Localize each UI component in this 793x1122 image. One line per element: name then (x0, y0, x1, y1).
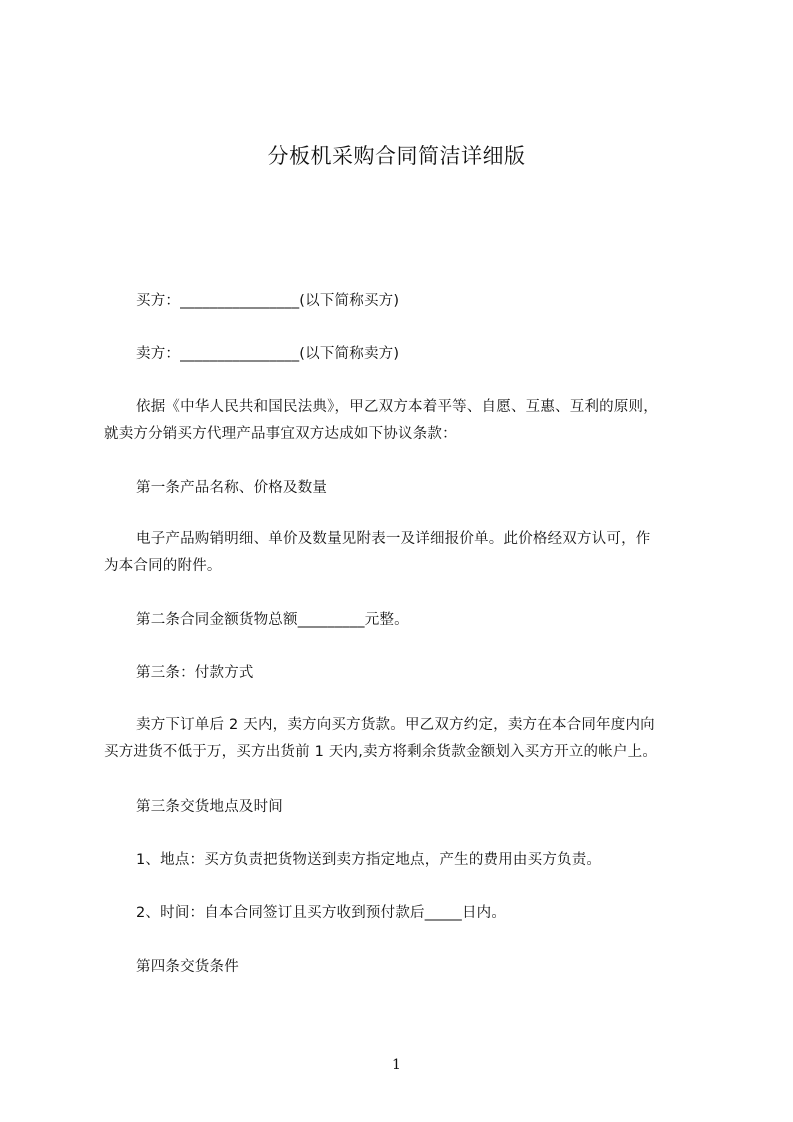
payment-paragraph (104, 712, 700, 766)
page-number: 1 (392, 1057, 401, 1073)
buyer-line: 买方：________________(以下简称买方) (136, 293, 400, 309)
article2-heading: 第二条合同金额货物总额_________元整。 (136, 612, 409, 628)
article4-heading: 第四条交货条件 (136, 959, 239, 975)
intro-line-2: 就卖方分销买方代理产品事宜双方达成如下协议条款： (104, 426, 457, 442)
article3-heading: 第三条：付款方式 (136, 665, 254, 681)
article1-paragraph (104, 526, 700, 580)
intro-line-1: 依据《中华人民共和国民法典》，甲乙双方本着平等、自愿、互惠、互利的原则， (136, 399, 658, 415)
article1-line-2: 为本合同的附件。 (104, 558, 222, 574)
article1-heading: 第一条产品名称、价格及数量 (136, 480, 328, 496)
article1-line-1: 电子产品购销明细、单价及数量见附表一及详细报价单。此价格经双方认可，作 (136, 531, 651, 547)
delivery-time-line: 2、时间：自本合同签订且买方收到预付款后_____日内。 (136, 905, 507, 921)
delivery-place-line: 1、地点：买方负责把货物送到卖方指定地点，产生的费用由买方负责。 (136, 852, 602, 868)
seller-line: 卖方：________________(以下简称卖方) (136, 346, 400, 362)
payment-line-1: 卖方下订单后 2 天内，卖方向买方货款。甲乙双方约定，卖方在本合同年度内向 (136, 717, 655, 733)
payment-line-2: 买方进货不低于万，买方出货前 1 天内,卖方将剩余货款金额划入买方开立的帐户上。 (104, 744, 658, 760)
article3b-heading: 第三条交货地点及时间 (136, 799, 283, 815)
document-title: 分板机采购合同简洁详细版 (267, 144, 526, 168)
intro-paragraph (104, 394, 700, 448)
